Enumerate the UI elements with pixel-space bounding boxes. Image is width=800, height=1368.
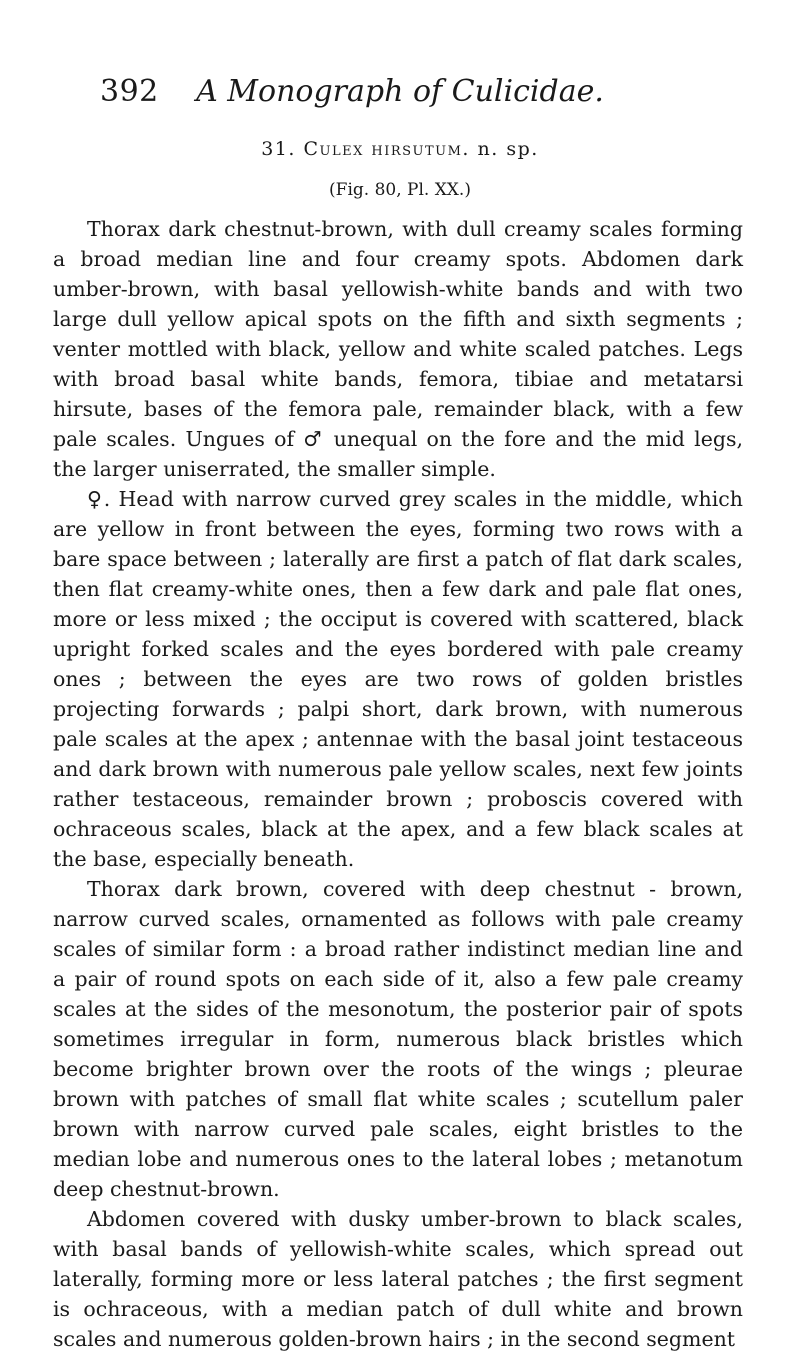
paragraph-abdomen: Abdomen covered with dusky umber-brown to black scales, with basal bands of yellowish-white scales, which spread out laterally, forming more or less lateral patches ; the first segment is ochraceous, with a median patch of dull white and brown scales and numerous golden-brown hairs ; in the second segment xyxy=(53,1207,743,1351)
paragraph-female-head: ♀. Head with narrow curved grey scales in the middle, which are yellow in front between the eyes, forming two rows with a bare space between ; laterally are first a patch of flat dark scales, then flat creamy-white ones, then a few dark and pale flat ones, more or less mixed ; the occiput is covered with scattered, black upright forked scales and the eyes bordered with pale creamy ones ; between the eyes are two rows of golden bristles projecting forwards ; palpi short, dark brown, with numerous pale scales at the apex ; antennae with the basal joint testaceous and dark brown with numerous pale yellow scales, next few joints rather testaceous, remainder brown ; proboscis covered with ochraceous scales, black at the apex, and a few black scales at the base, especially beneath. xyxy=(53,487,743,871)
body-text xyxy=(53,214,743,1354)
species-epithet: hirsutum. xyxy=(371,138,470,160)
running-title: A Monograph of Culicidae. xyxy=(196,74,604,109)
species-heading xyxy=(0,138,800,160)
species-number: 31. xyxy=(261,138,296,160)
species-status: n. sp. xyxy=(477,138,539,160)
paragraph-thorax: Thorax dark brown, covered with deep chestnut - brown, narrow curved scales, ornamented as follows with pale creamy scales of similar form : a broad rather indistinct median line and a pair of round spots on each side of it, also a few pale creamy scales at the sides of the mesonotum, the posterior pair of spots sometimes irregular in form, numerous black bristles which become brighter brown over the roots of the wings ; pleurae brown with patches of small flat white scales ; scutellum paler brown with narrow curved pale scales, eight bristles to the median lobe and numerous ones to the lateral lobes ; metanotum deep chestnut-brown. xyxy=(53,877,743,1201)
page-number: 392 xyxy=(100,74,159,109)
species-genus: Culex xyxy=(303,138,364,160)
running-head xyxy=(60,74,740,114)
figure-reference: (Fig. 80, Pl. XX.) xyxy=(329,180,471,200)
paragraph-diagnosis: Thorax dark chestnut-brown, with dull creamy scales forming a broad median line and four creamy spots. Abdomen dark umber-brown, with basal yellowish-white bands and with two large dull yellow apical spots on the fifth and sixth segments ; venter mottled with black, yellow and white scaled patches. Legs with broad basal white bands, femora, tibiae and metatarsi hirsute, bases of the femora pale, remainder black, with a few pale scales. Ungues of ♂ unequal on the fore and the mid legs, the larger uniserrated, the smaller simple. xyxy=(53,217,743,481)
